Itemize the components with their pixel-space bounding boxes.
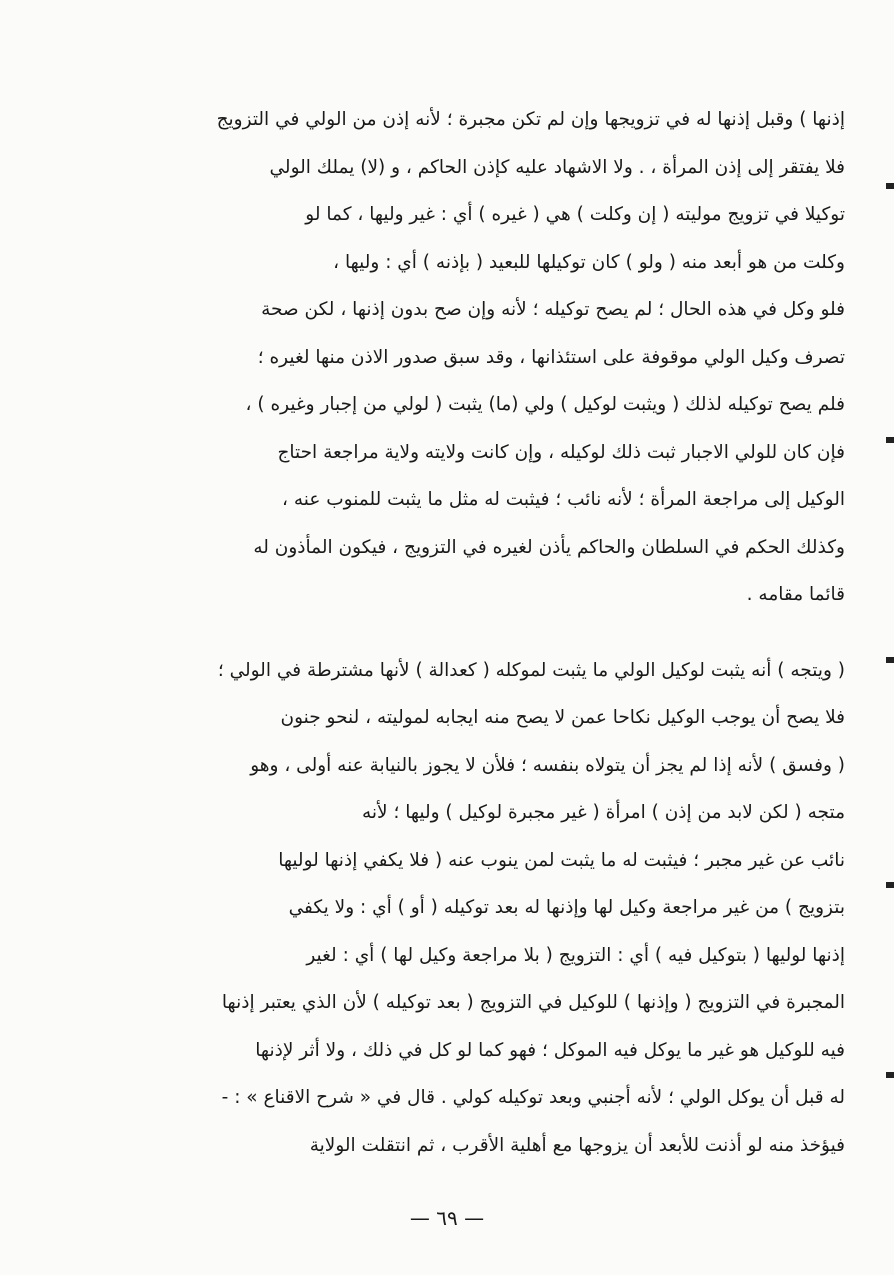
- scan-edge-mark: [886, 882, 894, 888]
- text-line: وكذلك الحكم في السلطان والحاكم يأذن لغيره في التزويج ، فيكون المأذون له: [253, 536, 845, 558]
- text-line: نائب عن غير مجبر ؛ فيثبت له ما يثبت لمن ينوب عنه ( فلا يكفي إذنها لوليها: [278, 849, 845, 871]
- scan-edge-mark: [886, 437, 894, 443]
- body-text: [55, 96, 845, 1169]
- text-line: وكلت من هو أبعد منه ( ولو ) كان توكيلها للبعيد ( بإذنه ) أي : وليها ،: [333, 251, 845, 273]
- text-line: قائما مقامه .: [746, 584, 845, 605]
- page-number: — ٦٩ —: [409, 1206, 485, 1230]
- text-line: إذنها ) وقبل إذنها له في تزويجها وإن لم تكن مجبرة ؛ لأنه إذن من الولي في التزويج: [216, 109, 845, 130]
- paragraph-gap: [55, 619, 845, 647]
- text-line: إذنها لوليها ( بتوكيل فيه ) أي : التزويج ( بلا مراجعة وكيل لها ) أي : لغير: [306, 944, 845, 966]
- text-line: الوكيل إلى مراجعة المرأة ؛ لأنه نائب ؛ فيثبت له مثل ما يثبت للمنوب عنه ،: [281, 489, 845, 510]
- text-line: تصرف وكيل الولي موقوفة على استئذانها ، وقد سبق صدور الاذن منها لغيره ؛: [257, 346, 845, 368]
- text-line: فلو وكل في هذه الحال ؛ لم يصح توكيله ؛ لأنه وإن صح بدون إذنها ، لكن صحة: [261, 299, 845, 320]
- text-line: بتزويج ) من غير مراجعة وكيل لها وإذنها له بعد توكيله ( أو ) أي : ولا يكفي: [288, 897, 845, 918]
- text-line: ( ويتجه ) أنه يثبت لوكيل الولي ما يثبت لموكله ( كعدالة ) لأنها مشترطة في الولي ؛: [217, 659, 845, 681]
- text-line: فيؤخذ منه لو أذنت للأبعد أن يزوجها مع أهلية الأقرب ، ثم انتقلت الولاية: [309, 1134, 845, 1156]
- text-line: توكيلا في تزويج موليته ( إن وكلت ) هي ( غيره ) أي : غير وليها ، كما لو: [305, 204, 845, 225]
- scan-edge-mark: [886, 1072, 894, 1078]
- text-line: له قبل أن يوكل الولي ؛ لأنه أجنبي وبعد توكيله كولي . قال في « شرح الاقناع » : -: [221, 1087, 845, 1108]
- paragraph-2: [55, 647, 845, 1170]
- text-line: ( وفسق ) لأنه إذا لم يجز أن يتولاه بنفسه ؛ فلأن لا يجوز بالنيابة عنه أولى ، وهو: [250, 754, 845, 776]
- text-line: فيه للوكيل هو غير ما يوكل فيه الموكل ؛ فهو كما لو كل في ذلك ، ولا أثر لإذنها: [255, 1039, 845, 1061]
- text-line: فلم يصح توكيله لذلك ( ويثبت لوكيل ) ولي (ما) يثبت ( لولي من إجبار وغيره ) ،: [245, 394, 845, 415]
- text-line: متجه ( لكن لابد من إذن ) امرأة ( غير مجبرة لوكيل ) وليها ؛ لأنه: [361, 802, 845, 823]
- paragraph-1: [55, 96, 845, 619]
- text-line: فإن كان للولي الاجبار ثبت ذلك لوكيله ، وإن كانت ولايته ولاية مراجعة احتاج: [277, 441, 845, 463]
- scan-edge-mark: [886, 183, 894, 189]
- text-line: فلا يفتقر إلى إذن المرأة ، . ولا الاشهاد عليه كإذن الحاكم ، و (لا) يملك الولي: [269, 156, 845, 178]
- text-line: فلا يصح أن يوجب الوكيل نكاحا عمن لا يصح منه ايجابه لموليته ، لنحو جنون: [280, 707, 845, 728]
- text-line: المجبرة في التزويج ( وإذنها ) للوكيل في التزويج ( بعد توكيله ) لأن الذي يعتبر إذنها: [221, 992, 845, 1013]
- scan-edge-mark: [886, 657, 894, 663]
